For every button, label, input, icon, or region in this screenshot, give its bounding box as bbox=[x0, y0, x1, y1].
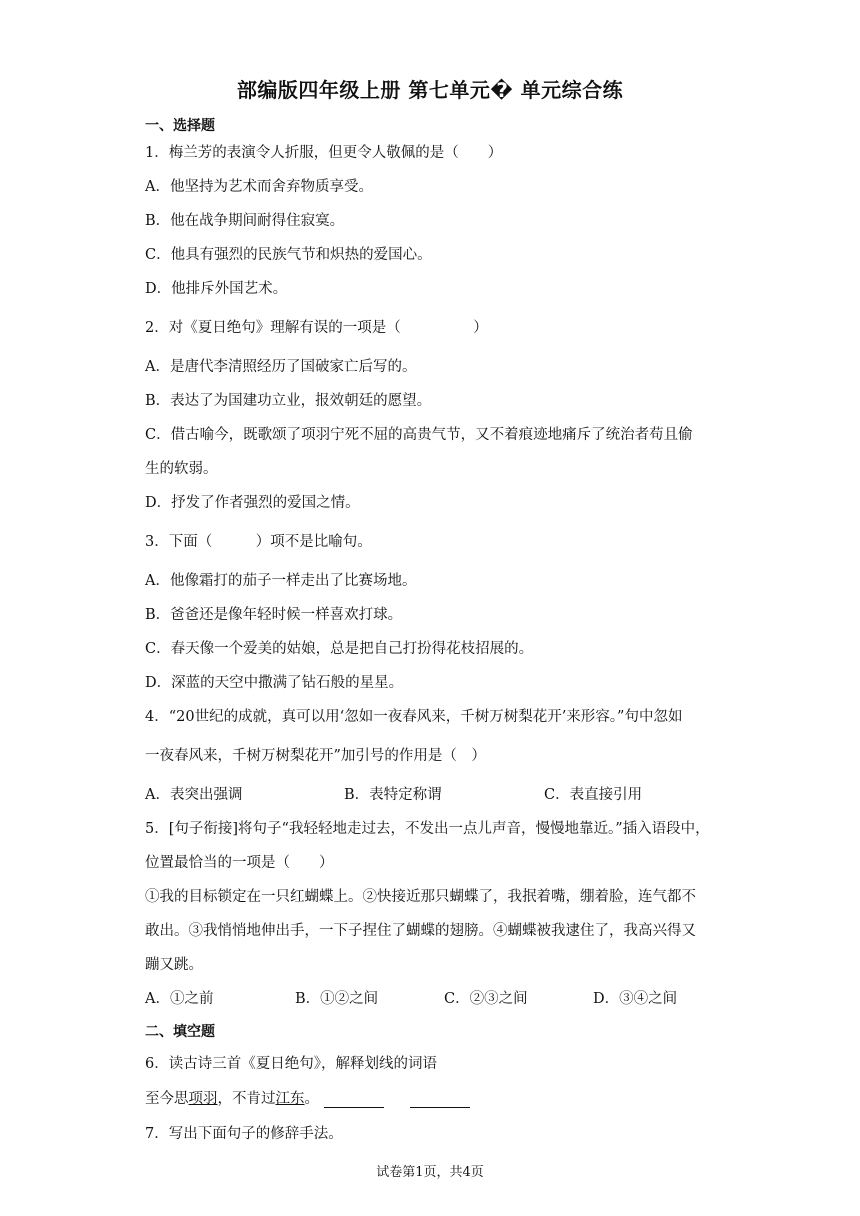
question-6-poem-line bbox=[145, 1087, 470, 1108]
question-3-option-d: D．深蓝的天空中撒满了钻石般的星星。 bbox=[145, 675, 404, 691]
section-heading-choice: 一、选择题 bbox=[145, 118, 215, 134]
section-heading-fill: 二、填空题 bbox=[145, 1024, 215, 1040]
question-2-option-c-line2: 生的软弱。 bbox=[145, 461, 218, 477]
question-1-option-c: C．他具有强烈的民族气节和炽热的爱国心。 bbox=[145, 247, 432, 263]
question-5-option-d: D．③④之间 bbox=[593, 991, 678, 1007]
question-4-stem-line2: 一夜春风来，千树万树梨花开”加引号的作用是（ ） bbox=[145, 748, 486, 764]
question-5-option-a: A．①之前 bbox=[145, 991, 214, 1007]
question-5-passage-line1: ①我的目标锁定在一只红蝴蝶上。②快接近那只蝴蝶了，我抿着嘴，绷着脸，连气都不 bbox=[145, 889, 696, 905]
question-4-option-a: A．表突出强调 bbox=[145, 787, 243, 803]
page-footer: 试卷第1页，共4页 bbox=[376, 1165, 484, 1180]
question-1-option-b: B．他在战争期间耐得住寂寞。 bbox=[145, 213, 345, 229]
answer-blank-1[interactable] bbox=[324, 1093, 384, 1108]
question-1-option-d: D．他排斥外国艺术。 bbox=[145, 281, 288, 297]
question-3-option-b: B．爸爸还是像年轻时候一样喜欢打球。 bbox=[145, 607, 403, 623]
question-2-option-c-line1: C．借古喻今，既歌颂了项羽宁死不屈的高贵气节，又不着痕迹地痛斥了统治者苟且偷 bbox=[145, 427, 693, 443]
question-1-option-a: A．他坚持为艺术而舍弃物质享受。 bbox=[145, 179, 373, 195]
question-5-stem-line1: 5．[句子衔接]将句子“我轻轻地走过去，不发出一点儿声音，慢慢地靠近。”插入语段中， bbox=[145, 821, 710, 837]
question-7-stem: 7．写出下面句子的修辞手法。 bbox=[145, 1126, 343, 1142]
poem-text-pre: 至今思 bbox=[145, 1091, 189, 1107]
question-5-passage-line3: 蹦又跳。 bbox=[145, 957, 203, 973]
question-4-stem-line1: 4．“20世纪的成就，真可以用‘忽如一夜春风来，千树万树梨花开’来形容。”句中忽如 bbox=[145, 709, 683, 725]
underlined-word-xiangyu: 项羽 bbox=[188, 1091, 218, 1107]
question-6-stem: 6．读古诗三首《夏日绝句》，解释划线的词语 bbox=[145, 1056, 437, 1072]
question-2-option-a: A．是唐代李清照经历了国破家亡后写的。 bbox=[145, 359, 417, 375]
poem-text-mid: ，不肯过 bbox=[217, 1091, 276, 1107]
question-5-option-b: B．①②之间 bbox=[295, 991, 379, 1007]
question-3-option-a: A．他像霜打的茄子一样走出了比赛场地。 bbox=[145, 573, 417, 589]
question-5-option-c: C．②③之间 bbox=[444, 991, 528, 1007]
question-2-stem: 2．对《夏日绝句》理解有误的一项是（ ） bbox=[145, 320, 488, 336]
question-2-option-b: B．表达了为国建功立业，报效朝廷的愿望。 bbox=[145, 393, 432, 409]
question-3-option-c: C．春天像一个爱美的姑娘，总是把自己打扮得花枝招展的。 bbox=[145, 641, 534, 657]
question-1-stem: 1．梅兰芳的表演令人折服，但更令人敬佩的是（ ） bbox=[145, 145, 503, 161]
question-5-passage-line2: 敢出。③我悄悄地伸出手，一下子捏住了蝴蝶的翅膀。④蝴蝶被我逮住了，我高兴得又 bbox=[145, 923, 696, 939]
question-5-stem-line2: 位置最恰当的一项是（ ） bbox=[145, 855, 334, 871]
page-title: 部编版四年级上册 第七单元� 单元综合练 bbox=[236, 78, 624, 102]
question-2-option-d: D．抒发了作者强烈的爱国之情。 bbox=[145, 495, 360, 511]
answer-blank-2[interactable] bbox=[410, 1093, 470, 1108]
question-4-option-c: C．表直接引用 bbox=[544, 787, 643, 803]
question-4-option-b: B．表特定称谓 bbox=[344, 787, 442, 803]
underlined-word-jiangdong: 江东 bbox=[275, 1091, 305, 1107]
poem-text-post: 。 bbox=[304, 1091, 319, 1107]
question-3-stem: 3．下面（ ）项不是比喻句。 bbox=[145, 534, 372, 550]
